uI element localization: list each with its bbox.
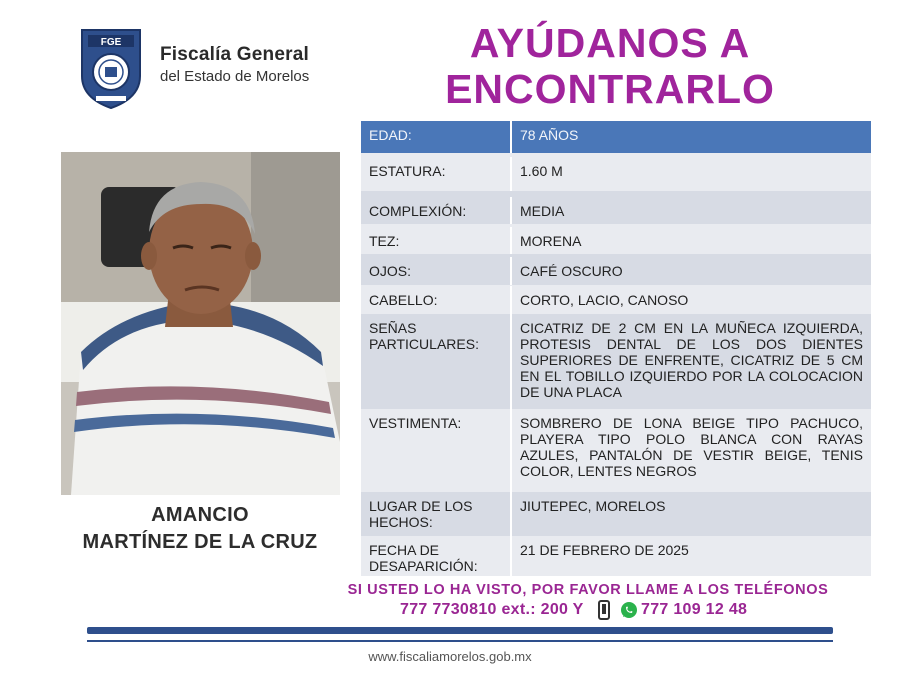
details-row-distinguishing-marks (361, 314, 871, 409)
details-row-date (361, 536, 871, 576)
details-row-clothing (361, 409, 871, 492)
person-details-table (361, 121, 871, 576)
person-name (50, 502, 350, 556)
logo-text (160, 44, 309, 85)
details-value: CORTO, LACIO, CANOSO (510, 286, 871, 314)
details-row-location (361, 492, 871, 536)
details-value: MEDIA (510, 197, 871, 224)
contact-phone-whatsapp: 777 109 12 48 (641, 601, 748, 618)
details-value: 1.60 M (510, 157, 871, 191)
institution-subtitle: del Estado de Morelos (160, 68, 310, 85)
details-label: EDAD: (369, 127, 412, 143)
details-label: LUGAR DE LOS HECHOS: (369, 498, 473, 530)
details-label: SEÑAS PARTICULARES: (369, 320, 479, 352)
whatsapp-icon (620, 601, 638, 619)
headline-line1: AYÚDANOS A (469, 20, 751, 66)
contact-message: SI USTED LO HA VISTO, POR FAVOR LLAME A LOS TELÉFONOS (347, 582, 829, 598)
institution-name: Fiscalía General (160, 44, 309, 65)
person-last-name: MARTÍNEZ DE LA CRUZ (82, 531, 318, 553)
footer-divider-thick (87, 627, 833, 634)
contact-phone-office: 777 7730810 ext.: 200 Y (400, 601, 584, 618)
details-value: SOMBRERO DE LONA BEIGE TIPO PACHUCO, PLAYERA TIPO POLO BLANCA CON RAYAS AZULES, PANTALÓN DE VESTIR BEIGE, TENIS COLOR, LENTES NEGROS (510, 409, 871, 492)
details-label: TEZ: (369, 233, 400, 249)
person-first-name: AMANCIO (151, 504, 249, 526)
details-label: OJOS: (369, 263, 412, 279)
headline (410, 20, 810, 112)
missing-person-photo (61, 152, 340, 495)
details-value: CAFÉ OSCURO (510, 257, 871, 285)
details-value: 78 AÑOS (510, 121, 871, 153)
details-row-height (361, 153, 871, 191)
footer-divider-thin (87, 640, 833, 642)
details-row-age (361, 121, 871, 153)
logo-badge-text: FGE (100, 37, 122, 48)
details-row-build (361, 191, 871, 224)
details-value: MORENA (510, 227, 871, 254)
details-row-eyes (361, 254, 871, 285)
details-label: VESTIMENTA: (369, 415, 462, 431)
details-label: CABELLO: (369, 292, 438, 308)
details-value: CICATRIZ DE 2 CM EN LA MUÑECA IZQUIERDA, PROTESIS DENTAL DE LOS DOS DIENTES SUPERIORES DE ENFRENTE, CICATRIZ DE 5 CM EN EL TOBILLO IZQUIERDO POR LA COLOCACION DE UNA PLACA (510, 314, 871, 409)
details-label: ESTATURA: (369, 163, 446, 179)
details-label: COMPLEXIÓN: (369, 203, 467, 219)
headline-line2: ENCONTRARLO (445, 66, 775, 112)
details-label: FECHA DE DESAPARICIÓN: (369, 542, 478, 574)
details-value: 21 DE FEBRERO DE 2025 (510, 536, 871, 576)
website-link[interactable]: www.fiscaliamorelos.gob.mx (368, 649, 532, 664)
fge-shield-logo (78, 24, 144, 110)
details-value: JIUTEPEC, MORELOS (510, 492, 871, 536)
mobile-phone-icon (598, 600, 610, 620)
details-row-complexion (361, 224, 871, 254)
details-row-hair (361, 285, 871, 314)
